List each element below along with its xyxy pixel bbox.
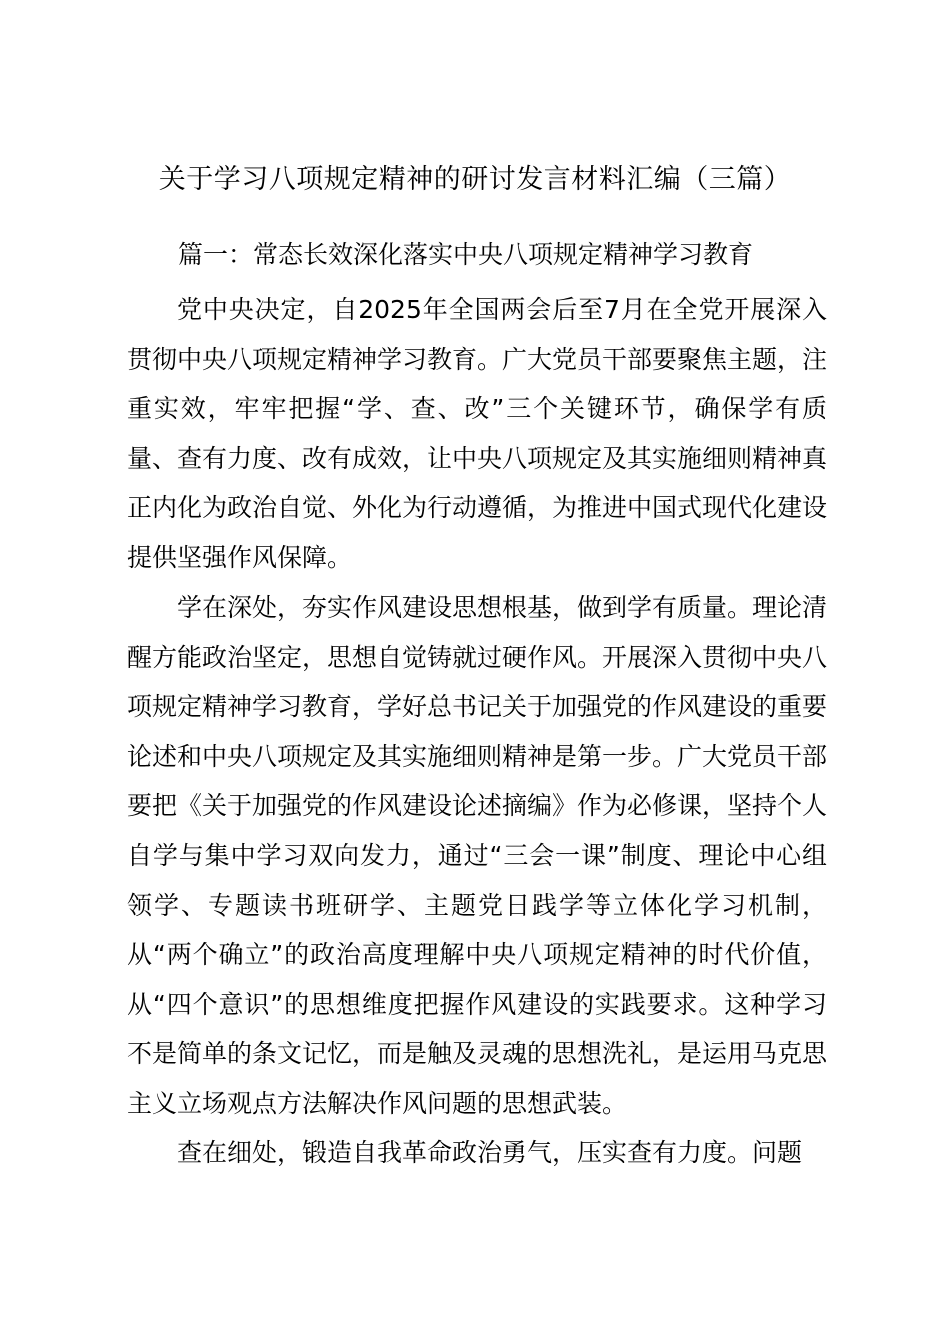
document-title: 关于学习八项规定精神的研讨发言材料汇编（三篇） (158, 164, 792, 195)
body-paragraph: 查在细处，锻造自我革命政治勇气，压实查有力度。问题 (177, 1138, 803, 1167)
body-paragraph: 党中央决定，自2025年全国两会后至7月在全党开展深入贯彻中央八项规定精神学习教育。广大党员干部要聚焦主题，注重实效，牢牢把握“学、查、改”三个关键环节，确保学有质量、查有力度、改有成效，让中央八项规定及其实施细则精神真正内化为政治自觉、外化为行动遵循，为推进中国式现代化建设提供坚强作风保障。 (127, 295, 828, 572)
section-heading: 篇一：常态长效深化落实中央八项规定精神学习教育 (178, 240, 754, 269)
body-paragraph: 学在深处，夯实作风建设思想根基，做到学有质量。理论清醒方能政治坚定，思想自觉铸就过硬作风。开展深入贯彻中央八项规定精神学习教育，学好总书记关于加强党的作风建设的重要论述和中央八项规定及其实施细则精神是第一步。广大党员干部要把《关于加强党的作风建设论述摘编》作为必修课，坚持个人自学与集中学习双向发力，通过“三会一课”制度、理论中心组领学、专题读书班研学、主题党日践学等立体化学习机制，从“两个确立”的政治高度理解中央八项规定精神的时代价值，从“四个意识”的思想维度把握作风建设的实践要求。这种学习不是简单的条文记忆，而是触及灵魂的思想洗礼，是运用马克思主义立场观点方法解决作风问题的思想武装。 (127, 593, 828, 1118)
